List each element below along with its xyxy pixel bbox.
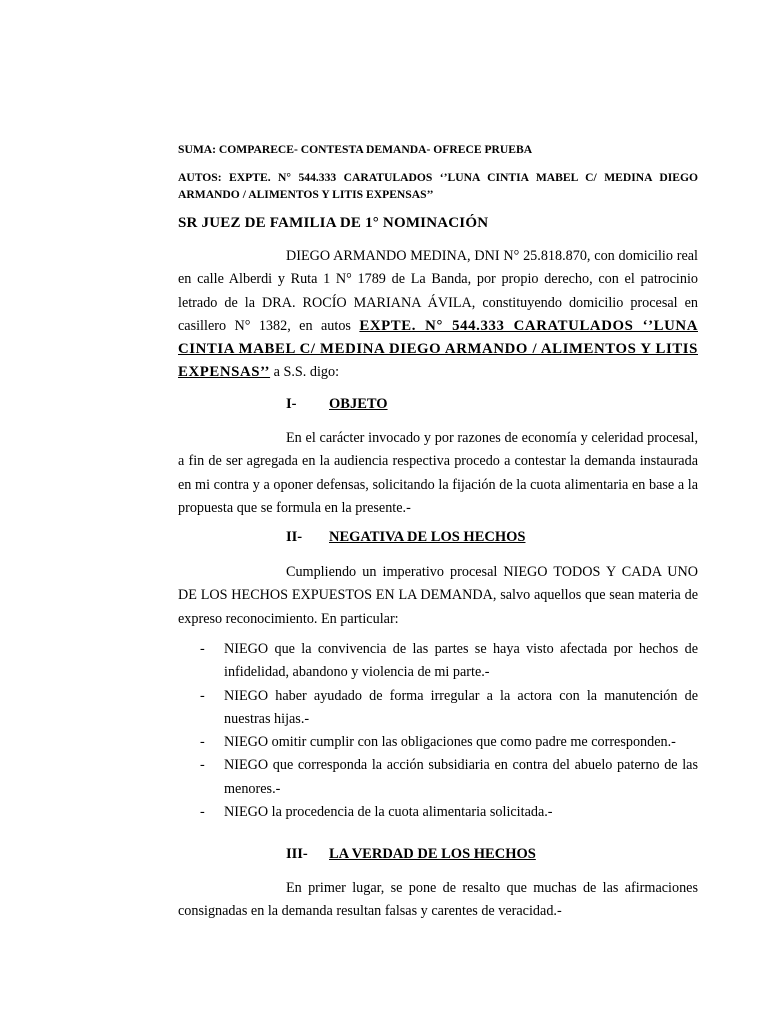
intro-paragraph xyxy=(178,245,698,385)
list-dash: - xyxy=(200,804,205,821)
intro-text: DIEGO ARMANDO MEDINA, DNI N° 25.818.870, con domicilio real en calle Alberdi y Ruta 1 N° 1789 de La Banda, por propio derecho, con el patrocinio letrado de la DRA. ROCÍO MARIANA ÁVILA, constituyendo domicilio procesal en casillero N° 1382, en autos xyxy=(178,248,698,334)
section-body-verdad: En primer lugar, se pone de resalto que muchas de las afirmaciones consignadas en la demanda resultan falsas y carentes de veracidad.- xyxy=(178,880,698,920)
list-item xyxy=(178,638,698,685)
list-dash: - xyxy=(200,641,205,657)
list-item-text: NIEGO haber ayudado de forma irregular a la actora con la manutención de nuestras hijas.- xyxy=(224,687,698,727)
list-dash: - xyxy=(200,687,205,704)
addressee-heading: SR JUEZ DE FAMILIA DE 1° NOMINACIÓN xyxy=(178,215,489,231)
section-heading-verdad xyxy=(286,846,536,863)
section-number: II- xyxy=(286,529,303,545)
section-body-objeto: En el carácter invocado y por razones de economía y celeridad procesal, a fin de ser agregada en la audiencia respectiva procedo a contestar la demanda instaurada en mi contra y a oponer defensas, solicitando la fijación de la cuota alimentaria en base a la propuesta que se formula en la presente.- xyxy=(178,430,698,516)
list-item-text: NIEGO la procedencia de la cuota alimentaria solicitada.- xyxy=(224,804,553,821)
list-dash: - xyxy=(200,734,205,751)
list-item xyxy=(178,685,698,732)
list-item-text: NIEGO que corresponda la acción subsidiaria en contra del abuelo paterno de las menores.- xyxy=(224,757,698,797)
section-number: I- xyxy=(286,396,297,412)
suma-line: SUMA: COMPARECE- CONTESTA DEMANDA- OFRECE PRUEBA xyxy=(178,143,533,156)
section-heading-objeto xyxy=(286,396,388,413)
section-title: OBJETO xyxy=(329,396,388,412)
section-number: III- xyxy=(286,846,308,862)
list-item xyxy=(178,754,698,801)
list-item xyxy=(178,801,698,824)
section-heading-negativa xyxy=(286,529,525,546)
list-item xyxy=(178,731,698,754)
section-title: LA VERDAD DE LOS HECHOS xyxy=(329,846,536,862)
intro-closing: a S.S. digo: xyxy=(270,364,340,381)
denials-list xyxy=(178,638,698,824)
autos-line: AUTOS: EXPTE. N° 544.333 CARATULADOS ‘’LUNA CINTIA MABEL C/ MEDINA DIEGO ARMANDO / ALIMENTOS Y LITIS EXPENSAS’’ xyxy=(178,171,698,201)
section-title: NEGATIVA DE LOS HECHOS xyxy=(329,529,526,545)
list-item-text: NIEGO que la convivencia de las partes se haya visto afectada por hechos de infidelidad, abandono y violencia de mi parte.- xyxy=(224,641,698,681)
list-item-text: NIEGO omitir cumplir con las obligaciones que como padre me corresponden.- xyxy=(224,734,676,751)
list-dash: - xyxy=(200,757,205,774)
case-reference: EXPTE. N° 544.333 CARATULADOS ‘’LUNA CINTIA MABEL C/ MEDINA DIEGO ARMANDO / ALIMENTOS Y LITIS EXPENSAS’’ xyxy=(178,317,698,381)
section-body-negativa: Cumpliendo un imperativo procesal NIEGO TODOS Y CADA UNO DE LOS HECHOS EXPUESTOS EN LA DEMANDA, salvo aquellos que sean materia de expreso reconocimiento. En particular: xyxy=(178,564,698,627)
